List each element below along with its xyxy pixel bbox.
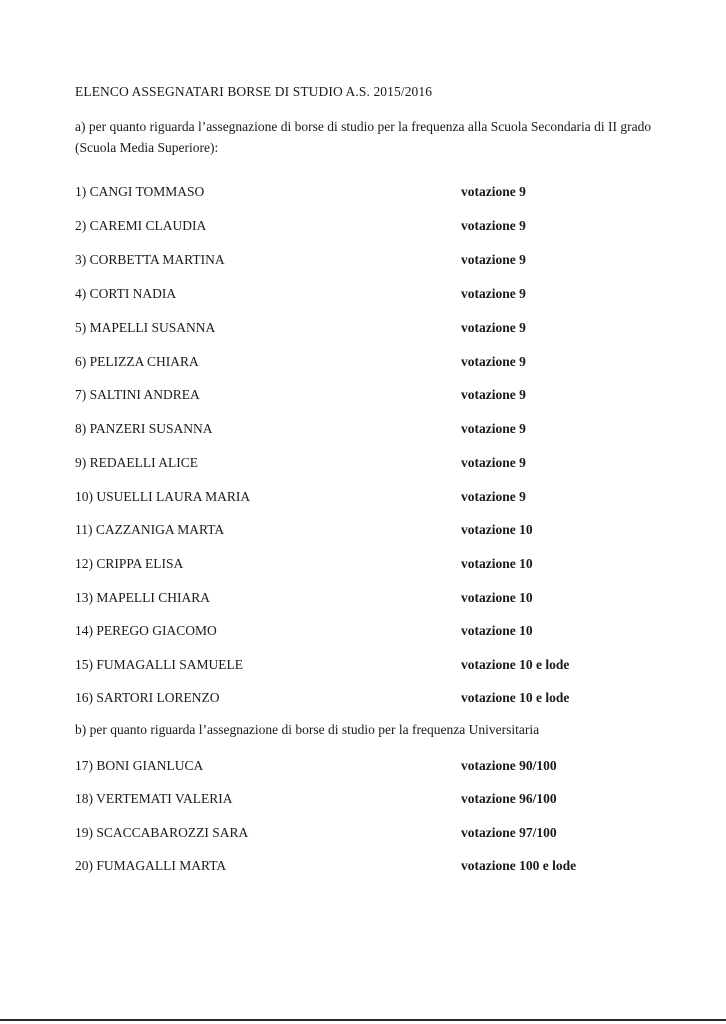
recipient-grade: votazione 9 xyxy=(461,421,526,436)
recipient-name: 1) CANGI TOMMASO xyxy=(75,184,205,199)
recipient-grade: votazione 9 xyxy=(461,320,526,335)
recipient-row xyxy=(75,556,675,574)
recipient-name: 16) SARTORI LORENZO xyxy=(75,690,220,705)
recipient-name: 20) FUMAGALLI MARTA xyxy=(75,858,227,873)
recipient-name: 15) FUMAGALLI SAMUELE xyxy=(75,657,243,672)
recipient-name: 12) CRIPPA ELISA xyxy=(75,556,184,571)
recipient-grade: votazione 10 xyxy=(461,556,533,571)
recipient-row xyxy=(75,387,675,405)
recipient-grade: votazione 9 xyxy=(461,184,526,199)
recipient-row xyxy=(75,421,675,439)
recipient-grade: votazione 10 xyxy=(461,522,533,537)
recipient-grade: votazione 9 xyxy=(461,455,526,470)
recipient-row xyxy=(75,184,675,202)
section-b-intro: b) per quanto riguarda l’assegnazione di borse di studio per la frequenza Universitaria xyxy=(75,722,540,737)
recipient-grade: votazione 97/100 xyxy=(461,825,557,840)
recipient-name: 5) MAPELLI SUSANNA xyxy=(75,320,216,335)
recipient-grade: votazione 9 xyxy=(461,489,526,504)
recipient-name: 19) SCACCABAROZZI SARA xyxy=(75,825,249,840)
recipient-grade: votazione 10 e lode xyxy=(461,690,570,705)
recipient-name: 17) BONI GIANLUCA xyxy=(75,758,204,773)
recipient-grade: votazione 100 e lode xyxy=(461,858,577,873)
recipient-name: 3) CORBETTA MARTINA xyxy=(75,252,225,267)
recipient-row xyxy=(75,858,675,876)
recipient-grade: votazione 9 xyxy=(461,218,526,233)
page-bottom-edge xyxy=(0,1019,726,1021)
recipient-row xyxy=(75,590,675,608)
recipient-grade: votazione 10 e lode xyxy=(461,657,570,672)
recipient-grade: votazione 96/100 xyxy=(461,791,557,806)
recipient-grade: votazione 10 xyxy=(461,623,533,638)
recipient-row xyxy=(75,489,675,507)
recipient-grade: votazione 9 xyxy=(461,252,526,267)
recipient-name: 14) PEREGO GIACOMO xyxy=(75,623,217,638)
recipient-row xyxy=(75,354,675,372)
recipient-row xyxy=(75,758,675,776)
recipient-grade: votazione 9 xyxy=(461,286,526,301)
recipient-name: 6) PELIZZA CHIARA xyxy=(75,354,199,369)
recipient-name: 10) USUELLI LAURA MARIA xyxy=(75,489,251,504)
recipient-grade: votazione 10 xyxy=(461,590,533,605)
recipient-grade: votazione 9 xyxy=(461,387,526,402)
recipient-row xyxy=(75,522,675,540)
recipient-name: 2) CAREMI CLAUDIA xyxy=(75,218,207,233)
recipient-row xyxy=(75,791,675,809)
recipient-row xyxy=(75,623,675,641)
recipient-row xyxy=(75,252,675,270)
recipient-name: 11) CAZZANIGA MARTA xyxy=(75,522,225,537)
recipient-row xyxy=(75,218,675,236)
document-title: ELENCO ASSEGNATARI BORSE DI STUDIO A.S. 2015/2016 xyxy=(75,84,433,99)
recipient-name: 18) VERTEMATI VALERIA xyxy=(75,791,233,806)
recipient-row xyxy=(75,657,675,675)
section-a-intro: a) per quanto riguarda l’assegnazione di borse di studio per la frequenza alla Scuola Secondaria di II grado (Scuola Media Superiore): xyxy=(75,119,652,155)
recipient-name: 9) REDAELLI ALICE xyxy=(75,455,198,470)
recipient-name: 13) MAPELLI CHIARA xyxy=(75,590,210,605)
recipient-name: 4) CORTI NADIA xyxy=(75,286,177,301)
recipient-row xyxy=(75,455,675,473)
recipient-grade: votazione 90/100 xyxy=(461,758,557,773)
recipient-grade: votazione 9 xyxy=(461,354,526,369)
recipient-row xyxy=(75,825,675,843)
recipient-row xyxy=(75,320,675,338)
recipient-name: 8) PANZERI SUSANNA xyxy=(75,421,213,436)
recipient-row xyxy=(75,690,675,708)
recipient-name: 7) SALTINI ANDREA xyxy=(75,387,200,402)
recipient-row xyxy=(75,286,675,304)
